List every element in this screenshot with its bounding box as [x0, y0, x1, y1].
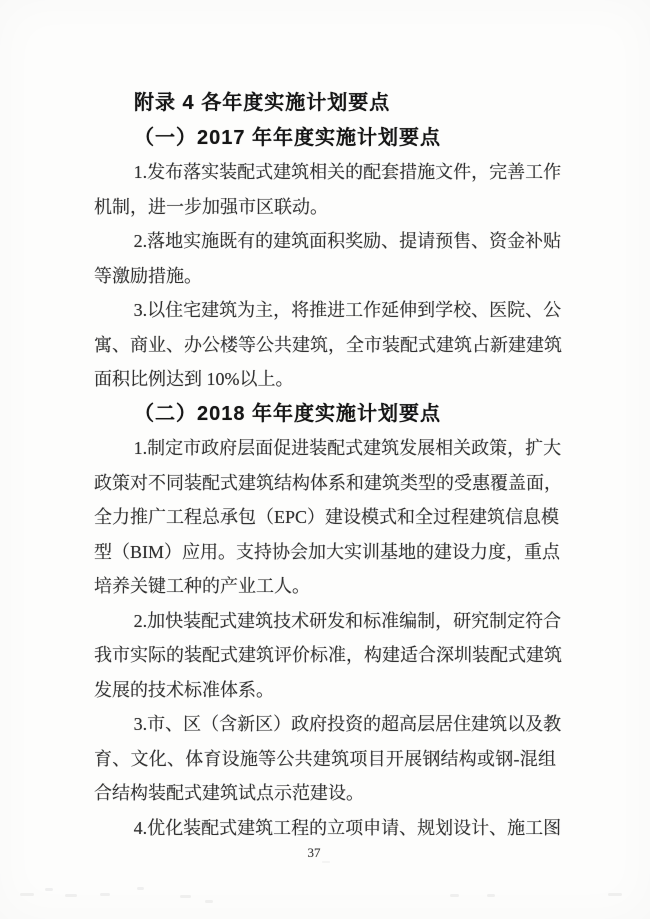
text-line: 型（BIM）应用。支持协会加大实训基地的建设力度，重点 — [94, 541, 561, 562]
text-line: 3.以住宅建筑为主，将推进工作延伸到学校、医院、公 — [133, 300, 562, 320]
page-number: 37 — [307, 845, 321, 860]
document-content — [94, 86, 562, 845]
text-line: 我市实际的装配式建筑评价标准，构建适合深圳装配式建筑 — [94, 645, 562, 665]
text-line: 机制，进一步加强市区联动。 — [94, 196, 328, 217]
text-line: 面积比例达到 10%以上。 — [94, 369, 294, 389]
text-line: 1.制定市政府层面促进装配式建筑发展相关政策，扩大 — [133, 438, 562, 458]
text-line: 寓、商业、办公楼等公共建筑，全市装配式建筑占新建建筑 — [94, 334, 562, 355]
text-line: 2.加快装配式建筑技术研发和标准编制，研究制定符合 — [133, 610, 562, 631]
text-line: 政策对不同装配式建筑结构体系和建筑类型的受惠覆盖面， — [94, 472, 562, 493]
text-line: 发展的技术标准体系。 — [94, 679, 274, 700]
text-line: 全力推广工程总承包（EPC）建设模式和全过程建筑信息模 — [94, 507, 560, 527]
text-line: 4.优化装配式建筑工程的立项申请、规划设计、施工图 — [133, 817, 562, 838]
section-heading: （一）2017 年年度实施计划要点 — [134, 126, 442, 149]
section-heading: （二）2018 年年度实施计划要点 — [134, 402, 442, 425]
text-line: 2.落地实施既有的建筑面积奖励、提请预售、资金补贴 — [133, 231, 562, 251]
text-line: 1.发布落实装配式建筑相关的配套措施文件，完善工作 — [133, 162, 562, 182]
text-line: 合结构装配式建筑试点示范建设。 — [94, 783, 364, 803]
text-line: 等激励措施。 — [94, 265, 202, 286]
text-line: 3.市、区（含新区）政府投资的超高层居住建筑以及教 — [133, 714, 562, 734]
text-line: 育、文化、体育设施等公共建筑项目开展钢结构或钢-混组 — [94, 748, 556, 769]
text-line: 培养关键工种的产业工人。 — [94, 576, 310, 596]
appendix-title: 附录 4 各年度实施计划要点 — [134, 92, 391, 114]
